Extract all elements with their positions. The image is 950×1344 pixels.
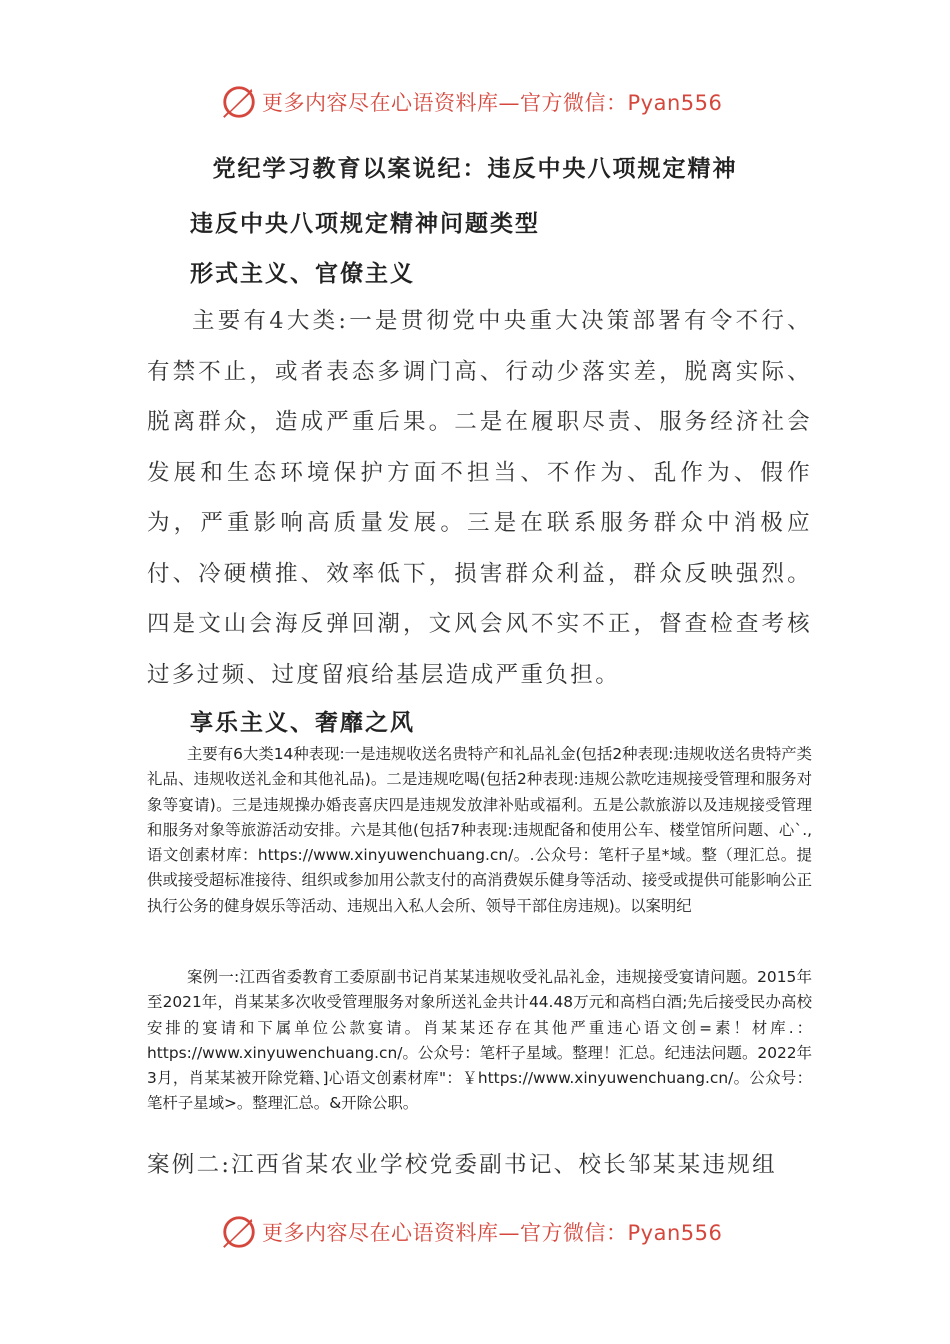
section2-paragraph: 主要有6大类14种表现:一是违规收送名贵特产和礼品礼金(包括2种表现:违规收送名贵特产类礼品、违规收送礼金和其他礼品)。二是违规吃喝(包括2种表现:违规公款吃违规接受管理和服务对象等宴请)。三是违规操办婚丧喜庆四是违规发放津补贴或福利。五是公款旅游以及违规接受管理和服务对象等旅游活动安排。六是其他(包括7种表现:违规配备和使用公车、楼堂馆所问题、心`.,语文创素材库：https://www.xinyuwenchuang.cn/。.公众号：笔杆子星*域。整（理汇总。提供或接受超标准接待、组织或参加用公款支付的高消费娱乐健身等活动、接受或提供可能影响公正执行公务的健身娱乐等活动、违规出入私人会所、领导干部住房违规)。以案明纪 xyxy=(147,745,812,915)
quill-logo-icon xyxy=(220,83,258,121)
quill-logo-icon xyxy=(220,1213,258,1251)
subtitle-heading: 违反中央八项规定精神问题类型 xyxy=(190,211,540,237)
section1-heading: 形式主义、官僚主义 xyxy=(190,261,415,287)
footer-watermark-text: 更多内容尽在心语资料库—官方微信：Pyan556 xyxy=(262,1221,723,1245)
section2-heading: 享乐主义、奢靡之风 xyxy=(190,710,415,736)
document-title: 党纪学习教育以案说纪：违反中央八项规定精神 xyxy=(212,156,738,182)
section1-paragraph: 主要有4大类:一是贯彻党中央重大决策部署有令不行、有禁不止，或者表态多调门高、行动少落实差，脱离实际、脱离群众，造成严重后果。二是在履职尽责、服务经济社会发展和生态环境保护方面不担当、不作为、乱作为、假作为，严重影响高质量发展。三是在联系服务群众中消极应付、冷硬横推、效率低下，损害群众利益，群众反映强烈。四是文山会海反弹回潮，文风会风不实不正，督查检查考核过多过频、过度留痕给基层造成严重负担。 xyxy=(147,308,812,688)
header-watermark xyxy=(220,82,740,122)
header-watermark-text: 更多内容尽在心语资料库—官方微信：Pyan556 xyxy=(262,91,723,115)
footer-watermark xyxy=(220,1212,740,1252)
case1-paragraph: 案例一:江西省委教育工委原副书记肖某某违规收受礼品礼金，违规接受宴请问题。2015年至2021年，肖某某多次收受管理服务对象所送礼金共计44.48万元和高档白酒;先后接受民办高校安排的宴请和下属单位公款宴请。肖某某还存在其他严重违心语文创=素！材库.：https://www.xinyuwenchuang.cn/。公众号：笔杆子星域。整理！汇总。纪违法问题。2022年3月，肖某某被开除党籍、]心语文创素材库"：￥https://www.xinyuwenchuang.cn/。公众号：笔杆子星域>。整理汇总。&开除公职。 xyxy=(147,968,812,1113)
case2-line: 案例二:江西省某农业学校党委副书记、校长邹某某违规组 xyxy=(147,1152,777,1178)
